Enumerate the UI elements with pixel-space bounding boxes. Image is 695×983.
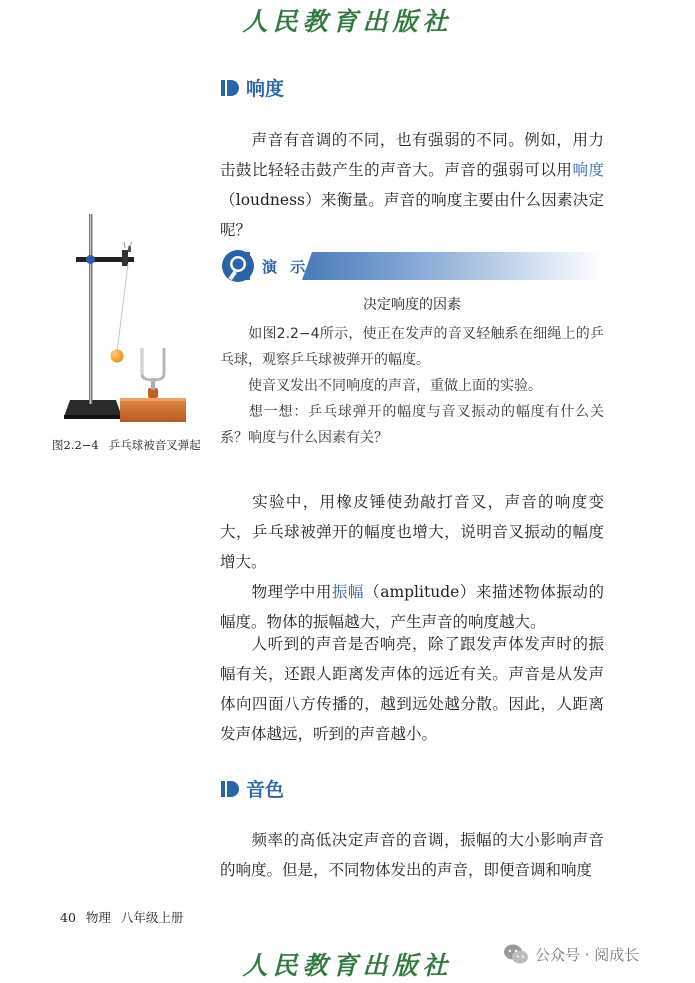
section-marker-icon [220, 779, 240, 799]
demo-label: 演 示 [262, 258, 310, 276]
term-amplitude: 振幅 [331, 583, 365, 601]
paragraph-loudness-intro: 声音有音调的不同，也有强弱的不同。例如，用力击鼓比轻轻击鼓产生的声音大。声音的强弱可以用响度（loudness）来衡量。声音的响度主要由什么因素决定呢？ [220, 131, 604, 239]
demo-paragraph-2: 使音叉发出不同响度的声音，重做上面的实验。 [248, 378, 542, 394]
section-heading-timbre [220, 775, 284, 802]
section-marker-icon [220, 78, 240, 98]
paragraph-experiment-result: 实验中，用橡皮锤使劲敲打音叉，声音的响度变大，乒乓球被弹开的幅度也增大，说明音叉振动的幅度增大。 [220, 493, 604, 571]
page-footer [60, 908, 193, 926]
paragraph-amplitude: 物理学中用振幅（amplitude）来描述物体振动的幅度。物体的振幅越大，产生声音的响度越大。 [220, 583, 604, 631]
footer-subject: 物理 [85, 910, 111, 925]
publisher-footer: 人民教育出版社 [242, 951, 453, 980]
section-title: 音色 [246, 779, 285, 801]
wechat-icon [503, 943, 529, 965]
figure-tuning-fork-apparatus [62, 212, 197, 427]
watermark-text: 公众号 · 阅成长 [535, 945, 640, 964]
figure-caption: 图2.2−4 乒乓球被音叉弹起 [52, 438, 201, 452]
watermark [503, 943, 639, 965]
publisher-header: 人民教育出版社 [242, 7, 453, 36]
section-title: 响度 [246, 78, 285, 100]
demo-title: 决定响度的因素 [363, 297, 461, 313]
paragraph-timbre-intro: 频率的高低决定声音的音调，振幅的大小影响声音的响度。但是，不同物体发出的声音，即便音调和响度 [220, 831, 604, 879]
section-heading-loudness [220, 74, 284, 101]
page-number: 40 [60, 910, 76, 925]
paragraph-distance: 人听到的声音是否响亮，除了跟发声体发声时的振幅有关，还跟人距离发声体的远近有关。声音是从发声体向四面八方传播的，越到远处越分散。因此，人距离发声体越远，听到的声音越小。 [220, 635, 604, 743]
demo-paragraph-3: 想一想：乒乓球弹开的幅度与音叉振动的幅度有什么关系？响度与什么因素有关？ [220, 404, 604, 446]
demo-paragraph-1: 如图2.2−4所示，使正在发声的音叉轻触系在细绳上的乒乓球，观察乒乓球被弹开的幅度。 [220, 326, 604, 368]
magnifier-icon [221, 249, 255, 283]
footer-grade: 八年级上册 [120, 910, 184, 925]
term-loudness: 响度 [572, 161, 604, 179]
